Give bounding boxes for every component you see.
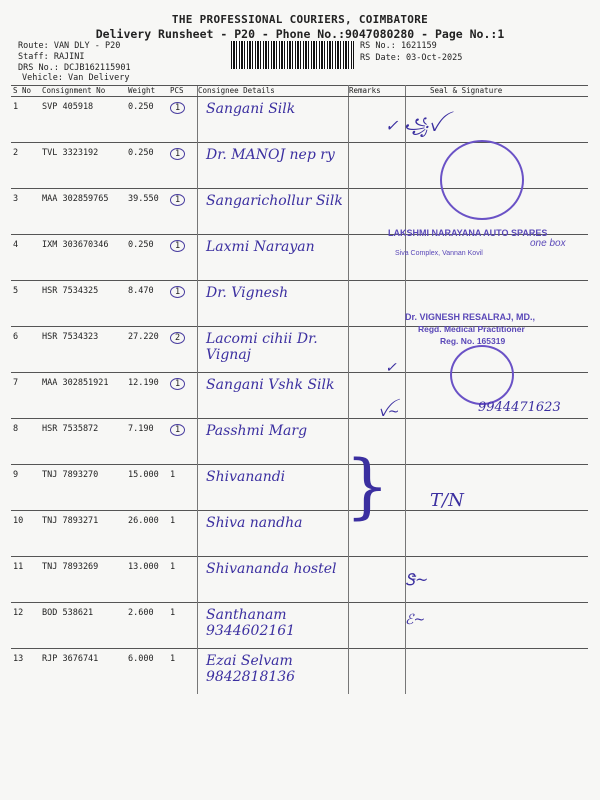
row-consignment	[39, 327, 126, 373]
row-consignee	[198, 649, 349, 695]
row-pcs	[168, 327, 198, 373]
row-weight-value: 12.190	[128, 378, 159, 388]
drs-number: DRS No.: DCJB162115901	[18, 63, 131, 73]
row-pcs-value: 1	[170, 608, 176, 618]
row-consignment	[39, 511, 126, 557]
row-sno-value: 8	[13, 424, 19, 434]
row-pcs-value: 2	[170, 332, 185, 344]
row-pcs-value: 1	[170, 424, 185, 436]
row-sno-value: 12	[13, 608, 24, 618]
consignee-handwriting: Passhmi Marg	[206, 423, 308, 439]
row-weight-value: 0.250	[128, 102, 154, 112]
row-weight	[126, 373, 168, 419]
row-consignment-value: TNJ 7893269	[42, 562, 99, 572]
row-seal	[406, 511, 589, 557]
row-consignment	[39, 557, 126, 603]
row-consignee	[198, 143, 349, 189]
row-weight-value: 39.550	[128, 194, 159, 204]
signature-row12: Ꮥ~	[405, 570, 429, 589]
row-consignee	[198, 373, 349, 419]
rs-number: RS No.: 1621159	[360, 41, 437, 51]
consignee-handwriting: Dr. MANOJ nep ry	[206, 147, 335, 163]
consignee-handwriting: Laxmi Narayan	[206, 239, 315, 255]
col-consignee: Consignee Details	[198, 86, 349, 97]
row-pcs-value: 1	[170, 378, 185, 390]
round-seal-stamp-2	[450, 345, 514, 405]
row-pcs	[168, 281, 198, 327]
doctor-stamp-reg: Reg. No. 165319	[440, 336, 506, 346]
one-box-note: one box	[530, 238, 566, 249]
row-pcs	[168, 603, 198, 649]
row-weight	[126, 189, 168, 235]
col-consignment: Consignment No	[39, 86, 126, 97]
row-pcs-value: 1	[170, 516, 176, 526]
row-weight-value: 26.000	[128, 516, 159, 526]
row-consignee	[198, 511, 349, 557]
row-sno-value: 2	[13, 148, 19, 158]
signature-row8: ꪜ~	[378, 404, 400, 420]
row-sno	[11, 281, 39, 327]
consignee-handwriting: Shivanandi	[206, 469, 286, 485]
row-weight-value: 6.000	[128, 654, 154, 664]
row-consignee	[198, 97, 349, 143]
row-weight	[126, 281, 168, 327]
row-remarks	[349, 557, 406, 603]
row-pcs-value: 1	[170, 654, 176, 664]
doctor-stamp-line: Regd. Medical Practitioner	[418, 324, 525, 334]
table-header-row	[11, 86, 588, 97]
row-consignee	[198, 419, 349, 465]
row-pcs	[168, 235, 198, 281]
vehicle-info: Vehicle: Van Delivery	[22, 73, 130, 83]
consignee-handwriting: Santhanam 9344602161	[206, 607, 296, 639]
row-weight	[126, 235, 168, 281]
table-row	[11, 419, 588, 465]
lakshmi-stamp: LAKSHMI NARAYANA AUTO SPARES	[388, 228, 548, 238]
signature-row7: ✓	[385, 360, 397, 376]
round-seal-stamp	[440, 140, 524, 220]
signature-row1: ✓ ꧁ꪜ	[385, 116, 440, 135]
row-seal	[406, 649, 589, 695]
consignee-handwriting: Ezai Selvam 9842818136	[206, 653, 296, 685]
row-weight-value: 15.000	[128, 470, 159, 480]
runsheet-subtitle: Delivery Runsheet - P20 - Phone No.:9047080280 - Page No.:1	[95, 27, 505, 41]
row-weight-value: 0.250	[128, 148, 154, 158]
row-sno	[11, 189, 39, 235]
row-pcs-value: 1	[170, 470, 176, 480]
row-consignee	[198, 603, 349, 649]
row-sno-value: 6	[13, 332, 19, 342]
row-consignment-value: HSR 7535872	[42, 424, 99, 434]
row-sno	[11, 373, 39, 419]
row-consignment-value: IXM 303670346	[42, 240, 109, 250]
row-sno	[11, 465, 39, 511]
row-consignment	[39, 649, 126, 695]
row-sno-value: 11	[13, 562, 24, 572]
row-consignment-value: BOD 538621	[42, 608, 94, 618]
row-weight-value: 13.000	[128, 562, 159, 572]
row-consignment-value: SVP 405918	[42, 102, 94, 112]
row-consignment	[39, 281, 126, 327]
row-weight	[126, 557, 168, 603]
row-sno-value: 1	[13, 102, 19, 112]
row-consignee	[198, 557, 349, 603]
row-remarks	[349, 603, 406, 649]
row-sno	[11, 557, 39, 603]
col-seal: Seal & Signature	[406, 86, 589, 97]
consignee-handwriting: Shivananda hostel	[206, 561, 337, 577]
row-sno	[11, 327, 39, 373]
row-pcs	[168, 97, 198, 143]
row-remarks	[349, 143, 406, 189]
row-pcs-value: 1	[170, 286, 185, 298]
row-consignment	[39, 465, 126, 511]
doctor-stamp-name: Dr. VIGNESH RESALRAJ, MD.,	[405, 312, 536, 322]
row-pcs-value: 1	[170, 240, 185, 252]
row-consignee	[198, 327, 349, 373]
col-sno: S No	[11, 86, 39, 97]
row-consignee	[198, 189, 349, 235]
row-pcs	[168, 419, 198, 465]
phone-signature: 9944471623	[478, 400, 561, 415]
row-consignment-value: RJP 3676741	[42, 654, 99, 664]
staff-info: Staff: RAJINI	[18, 52, 85, 62]
company-title: THE PROFESSIONAL COURIERS, COIMBATORE	[171, 13, 429, 26]
consignee-handwriting: Sangani Vshk Silk	[206, 377, 335, 393]
row-pcs-value: 1	[170, 194, 185, 206]
row-sno	[11, 419, 39, 465]
row-consignment-value: HSR 7534325	[42, 286, 99, 296]
row-sno-value: 9	[13, 470, 19, 480]
row-consignment-value: HSR 7534323	[42, 332, 99, 342]
row-consignment-value: TNJ 7893270	[42, 470, 99, 480]
row-weight	[126, 97, 168, 143]
row-consignment-value: TVL 3323192	[42, 148, 99, 158]
row-consignment	[39, 373, 126, 419]
row-sno-value: 3	[13, 194, 19, 204]
row-consignee	[198, 281, 349, 327]
row-weight	[126, 603, 168, 649]
row-sno-value: 7	[13, 378, 19, 388]
table-row	[11, 465, 588, 511]
row-sno-value: 5	[13, 286, 19, 296]
row-weight	[126, 465, 168, 511]
route-info: Route: VAN DLY - P20	[18, 41, 121, 51]
table-row	[11, 557, 588, 603]
row-pcs	[168, 373, 198, 419]
row-pcs-value: 1	[170, 148, 185, 160]
lakshmi-address: Siva Complex, Vannan Kovil	[395, 250, 483, 257]
tn-signature: T/N	[430, 490, 464, 511]
row-consignment	[39, 419, 126, 465]
row-sno	[11, 235, 39, 281]
table-row	[11, 649, 588, 695]
row-remarks	[349, 235, 406, 281]
consignee-handwriting: Sangani Silk	[206, 101, 296, 117]
row-weight	[126, 143, 168, 189]
row-sno-value: 13	[13, 654, 24, 664]
rs-date: RS Date: 03-Oct-2025	[360, 53, 463, 63]
row-weight-value: 7.190	[128, 424, 154, 434]
row-seal	[406, 419, 589, 465]
row-seal	[406, 603, 589, 649]
row-sno	[11, 143, 39, 189]
consignee-handwriting: Shiva nandha	[206, 515, 303, 531]
barcode	[231, 41, 354, 69]
row-consignment-value: MAA 302859765	[42, 194, 109, 204]
row-seal	[406, 557, 589, 603]
row-weight-value: 27.220	[128, 332, 159, 342]
brace-mark: }	[345, 445, 390, 527]
row-consignment	[39, 189, 126, 235]
table-row	[11, 603, 588, 649]
row-weight	[126, 649, 168, 695]
row-weight	[126, 511, 168, 557]
row-sno	[11, 511, 39, 557]
col-pcs: PCS	[168, 86, 198, 97]
row-pcs-value: 1	[170, 562, 176, 572]
row-sno	[11, 97, 39, 143]
row-sno-value: 4	[13, 240, 19, 250]
consignee-handwriting: Dr. Vignesh	[206, 285, 289, 301]
row-weight-value: 8.470	[128, 286, 154, 296]
row-consignment	[39, 603, 126, 649]
row-pcs	[168, 511, 198, 557]
row-pcs	[168, 189, 198, 235]
table-row	[11, 97, 588, 143]
row-weight-value: 0.250	[128, 240, 154, 250]
row-consignment-value: MAA 302851921	[42, 378, 109, 388]
row-remarks	[349, 281, 406, 327]
col-weight: Weight	[126, 86, 168, 97]
row-remarks	[349, 649, 406, 695]
row-consignment	[39, 143, 126, 189]
row-consignment	[39, 97, 126, 143]
row-pcs	[168, 557, 198, 603]
row-sno-value: 10	[13, 516, 24, 526]
consignee-handwriting: Sangarichollur Silk	[206, 193, 343, 209]
row-weight	[126, 327, 168, 373]
row-weight-value: 2.600	[128, 608, 154, 618]
signature-row13: ℰ~	[405, 612, 426, 628]
row-pcs	[168, 143, 198, 189]
row-sno	[11, 603, 39, 649]
row-consignment	[39, 235, 126, 281]
table-row	[11, 511, 588, 557]
row-sno	[11, 649, 39, 695]
row-consignment-value: TNJ 7893271	[42, 516, 99, 526]
row-consignee	[198, 465, 349, 511]
table-row	[11, 235, 588, 281]
row-pcs	[168, 649, 198, 695]
row-pcs-value: 1	[170, 102, 185, 114]
row-consignee	[198, 235, 349, 281]
row-pcs	[168, 465, 198, 511]
consignee-handwriting: Lacomi cihii Dr. Vignaj	[206, 331, 318, 363]
row-weight	[126, 419, 168, 465]
col-remarks: Remarks	[349, 86, 406, 97]
